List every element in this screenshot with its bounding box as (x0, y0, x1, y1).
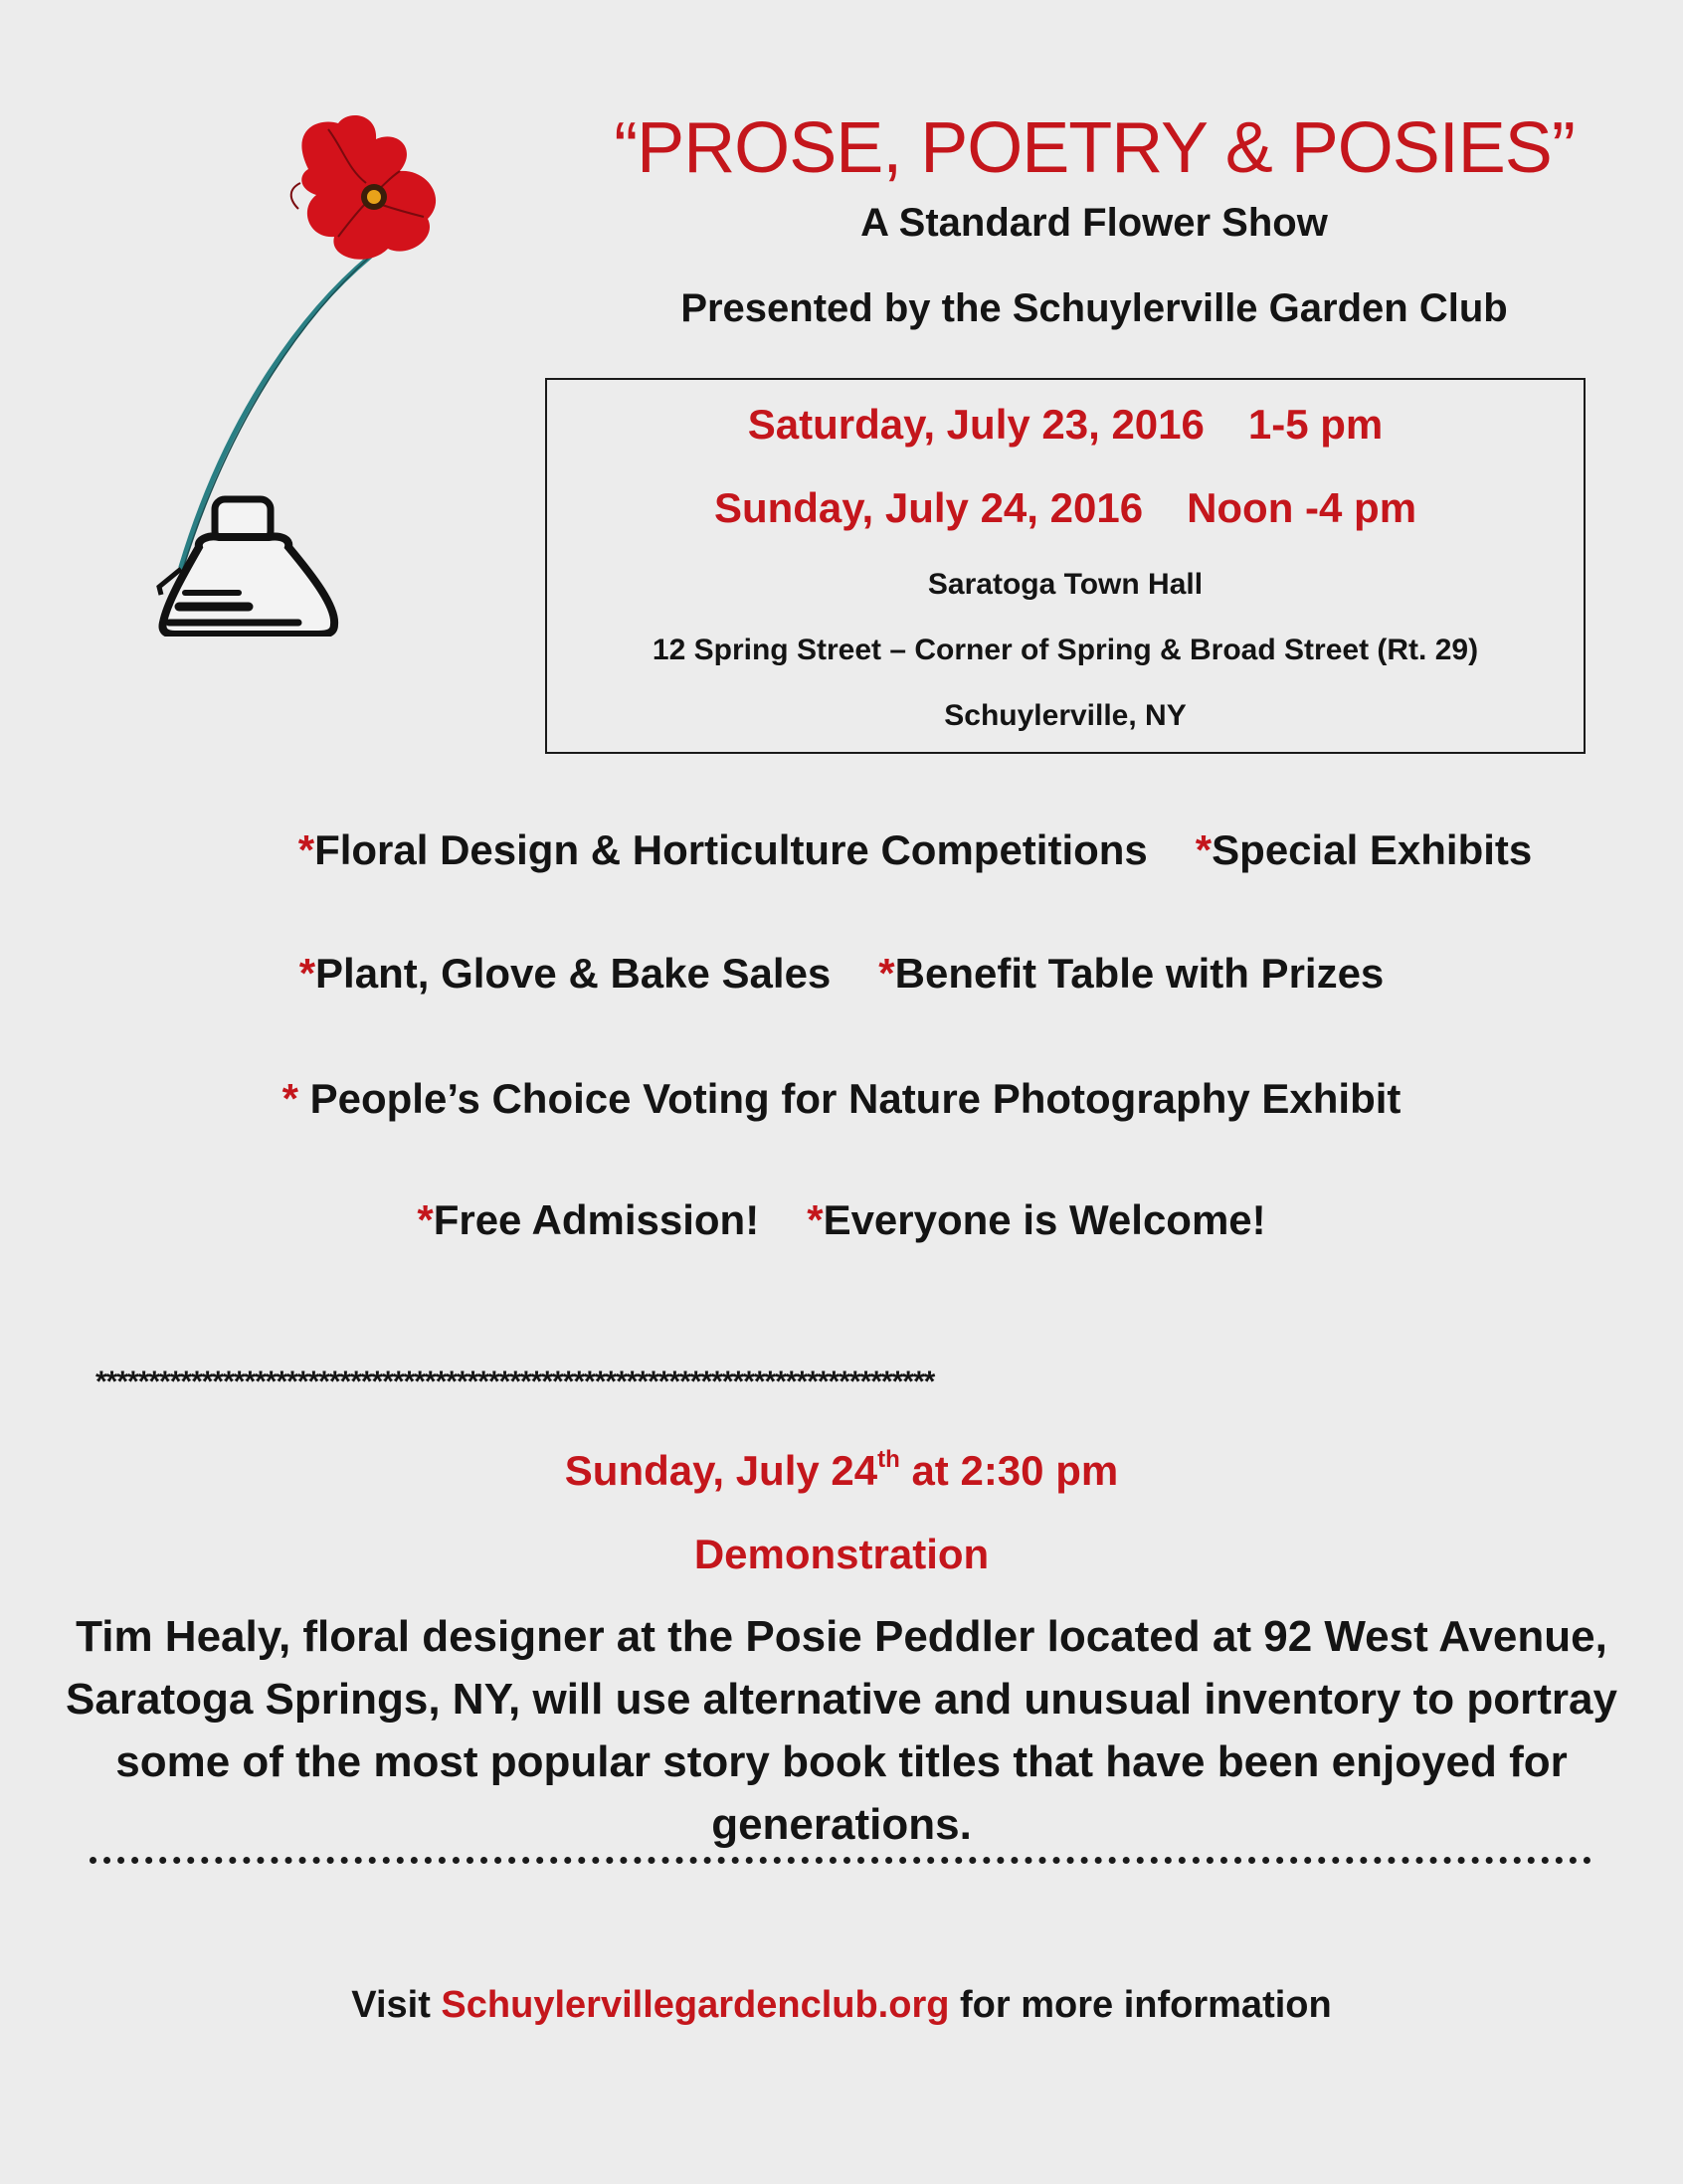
feature-benefit-table: Benefit Table with Prizes (894, 950, 1385, 997)
bullet-star: * (298, 950, 316, 997)
demonstration-title: Demonstration (693, 1531, 990, 1577)
demo-date-main: Sunday, July 24 (564, 1447, 878, 1494)
demonstration-date (0, 1442, 1683, 1500)
event-day-saturday (547, 396, 1584, 454)
dotted-divider (90, 1857, 1591, 1864)
event-day-sunday (547, 479, 1584, 537)
bullet-star: * (807, 1196, 824, 1243)
page-subtitle: A Standard Flower Show (860, 201, 1328, 245)
feature-line-1 (74, 821, 1683, 879)
sunday-date: Sunday, July 24, 2016 (713, 484, 1144, 531)
feature-free-admission: Free Admission! (433, 1196, 760, 1243)
demonstration-description: Tim Healy, floral designer at the Posie Peddler located at 92 West Avenue, Saratoga Springs, NY, will use alternative and unusual inventory to portray some of the most popular story book titles that have been enjoyed for generations. (66, 1612, 1617, 1849)
bullet-star: * (878, 950, 895, 997)
bullet-star: * (1195, 826, 1213, 873)
bullet-star: * (281, 1075, 298, 1122)
feature-line-3 (0, 1070, 1683, 1128)
footer-info (0, 1977, 1683, 2033)
feature-line-4 (0, 1191, 1683, 1249)
saturday-date: Saturday, July 23, 2016 (747, 401, 1205, 448)
demo-date-ordinal: th (877, 1446, 900, 1473)
demo-date-time: at 2:30 pm (899, 1447, 1119, 1494)
venue-name: Saratoga Town Hall (927, 568, 1204, 601)
feature-line-2 (0, 945, 1683, 1002)
feature-competitions: Floral Design & Horticulture Competitions (314, 826, 1148, 873)
feature-everyone-welcome: Everyone is Welcome! (823, 1196, 1266, 1243)
feature-sales: Plant, Glove & Bake Sales (315, 950, 832, 997)
bullet-star: * (417, 1196, 434, 1243)
feature-peoples-choice: People’s Choice Voting for Nature Photography Exhibit (297, 1075, 1402, 1122)
saturday-time: 1-5 pm (1247, 401, 1384, 448)
event-info-box (545, 378, 1586, 754)
poppy-inkwell-illustration (139, 109, 517, 637)
page-title: “PROSE, POETRY & POSIES” (614, 108, 1575, 188)
feature-special-exhibits: Special Exhibits (1212, 826, 1533, 873)
asterisk-divider: ******************************************************************************* (95, 1365, 935, 1398)
footer-prefix: Visit (351, 1984, 442, 2026)
venue-city: Schuylerville, NY (944, 699, 1187, 732)
bullet-star: * (297, 826, 315, 873)
presenter-line: Presented by the Schuylerville Garden Club (680, 286, 1508, 330)
website-link[interactable]: Schuylervillegardenclub.org (441, 1984, 950, 2026)
ink-bottle-icon (159, 499, 334, 635)
footer-suffix: for more information (949, 1984, 1332, 2026)
venue-street: 12 Spring Street – Corner of Spring & Broad Street (Rt. 29) (652, 634, 1479, 666)
sunday-time: Noon -4 pm (1187, 484, 1417, 531)
